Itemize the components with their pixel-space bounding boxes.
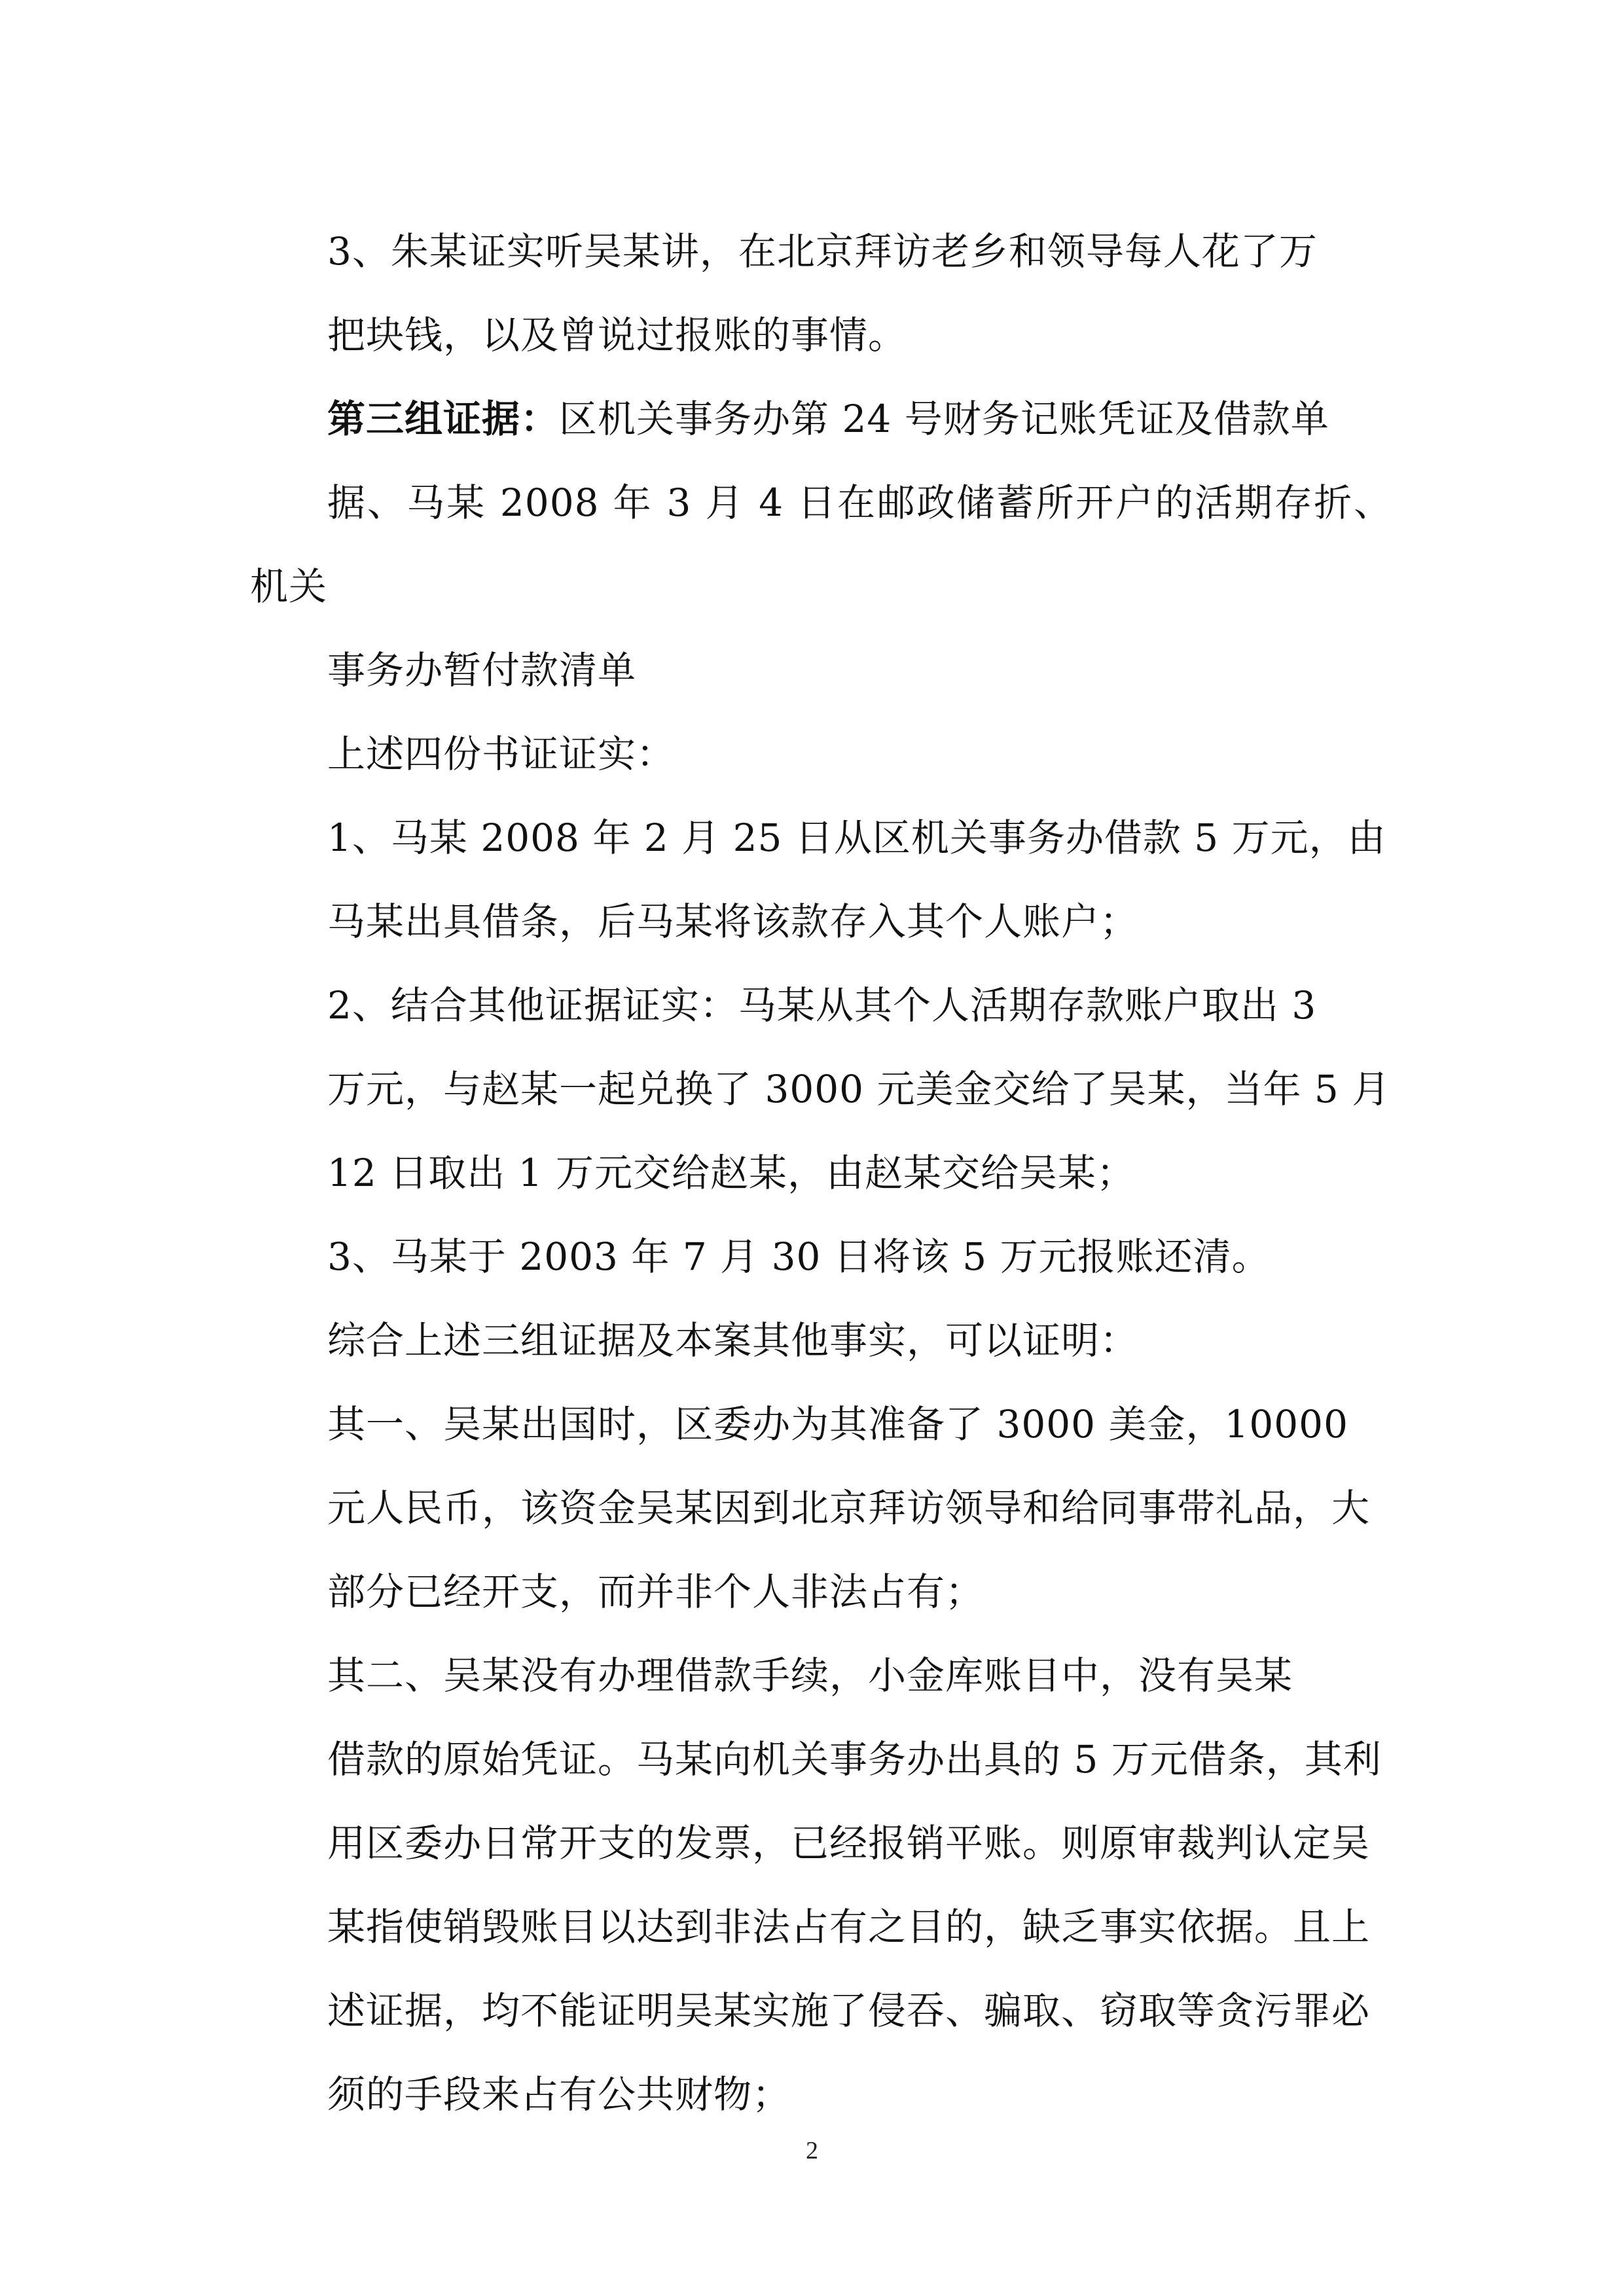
paragraph-third-evidence-group	[250, 377, 1392, 712]
text-line: 须的手段来占有公共财物；	[327, 2072, 791, 2117]
text-line	[250, 377, 1392, 461]
text-line: 3、马某于 2003 年 7 月 30 日将该 5 万元报账还清。	[327, 1234, 1271, 1279]
paragraph-item-1	[250, 796, 1392, 963]
text-line: 上述四份书证证实：	[327, 732, 676, 776]
paragraph-item-2	[250, 963, 1392, 1215]
paragraph-documents-prove	[250, 712, 1392, 796]
text-line: 据、马某 2008 年 3 月 4 日在邮政储蓄所开户的活期存折、机关	[250, 480, 1392, 609]
text-line: 马某出具借条，后马某将该款存入其个人账户；	[327, 899, 1139, 944]
text-line: 借款的原始凭证。马某向机关事务办出具的 5 万元借条，其利	[327, 1737, 1382, 1782]
paragraph-point-one	[250, 1382, 1392, 1634]
text-fragment: 区机关事务办第 24 号财务记账凭证及借款单	[559, 397, 1329, 441]
text-line: 其一、吴某出国时，区委办为其准备了 3000 美金，10000	[327, 1402, 1348, 1446]
document-body	[250, 209, 1392, 2136]
text-line: 某指使销毁账目以达到非法占有之目的，缺乏事实依据。且上	[327, 1905, 1371, 1949]
text-line: 12 日取出 1 万元交给赵某，由赵某交给吴某；	[327, 1151, 1136, 1195]
text-line: 综合上述三组证据及本案其他事实，可以证明：	[327, 1318, 1139, 1363]
text-line: 2、结合其他证据证实：马某从其个人活期存款账户取出 3	[327, 983, 1317, 1028]
text-line: 部分已经开支，而并非个人非法占有；	[327, 1570, 984, 1614]
paragraph-summary	[250, 1299, 1392, 1382]
text-line: 用区委办日常开支的发票，已经报销平账。则原审裁判认定吴	[327, 1821, 1371, 1865]
text-line: 其二、吴某没有办理借款手续，小金库账目中，没有吴某	[327, 1653, 1293, 1698]
text-line: 述证据，均不能证明吴某实施了侵吞、骗取、窃取等贪污罪必	[327, 1988, 1371, 2033]
paragraph-item-3	[250, 1215, 1392, 1299]
paragraph-zhu-testimony	[250, 209, 1392, 377]
text-line: 万元，与赵某一起兑换了 3000 元美金交给了吴某，当年 5 月	[327, 1067, 1391, 1111]
section-lead-label: 第三组证据：	[327, 397, 560, 441]
paragraph-point-two	[250, 1634, 1392, 2136]
text-line: 1、马某 2008 年 2 月 25 日从区机关事务办借款 5 万元，由	[327, 816, 1386, 860]
text-line: 元人民币，该资金吴某因到北京拜访领导和给同事带礼品，大	[327, 1486, 1371, 1530]
text-line: 把块钱，以及曾说过报账的事情。	[327, 313, 907, 357]
page-number: 2	[806, 2137, 818, 2164]
text-line: 事务办暂付款清单	[327, 648, 637, 692]
text-line: 3、朱某证实听吴某讲，在北京拜访老乡和领导每人花了万	[327, 229, 1318, 274]
